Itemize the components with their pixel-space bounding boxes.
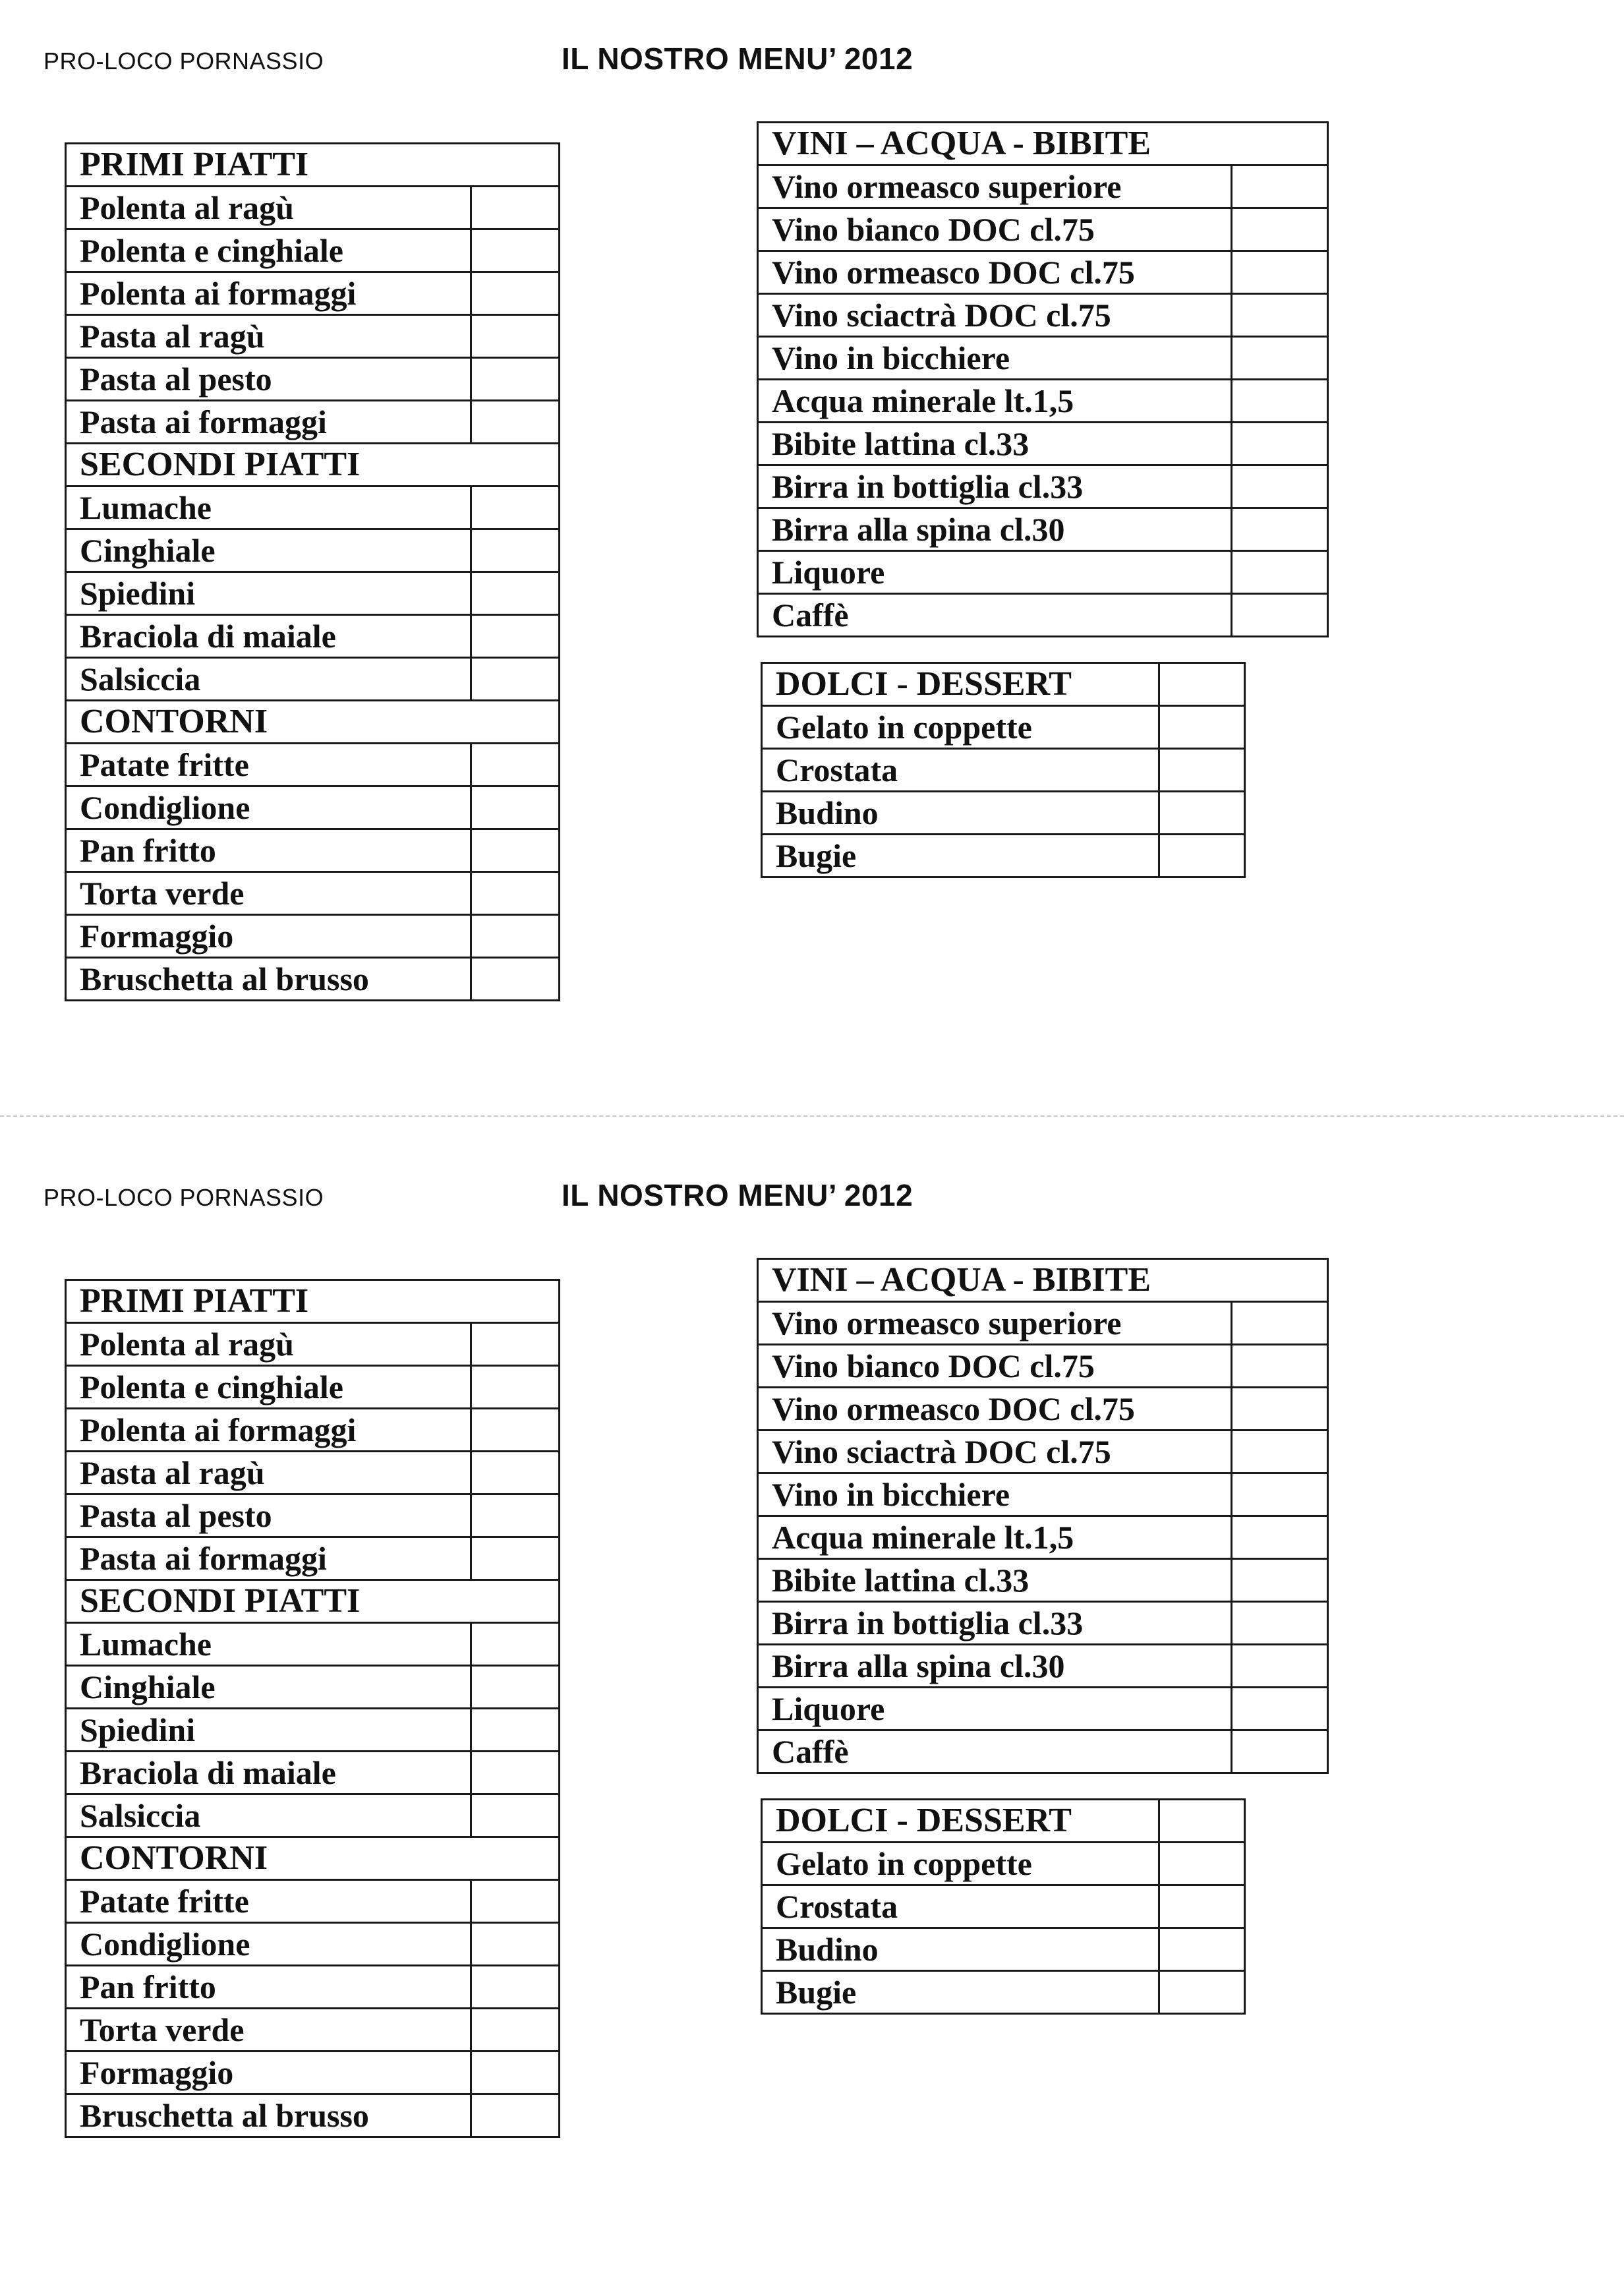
menu-row — [758, 508, 1328, 551]
section-header-row — [66, 1580, 560, 1623]
menu-item-label: Vino ormeasco superiore — [758, 1302, 1232, 1345]
quantity-box[interactable] — [471, 229, 560, 272]
section-header-row — [66, 701, 560, 744]
section-title-secondi-piatti: SECONDI PIATTI — [66, 444, 560, 487]
menu-row — [66, 1494, 560, 1537]
menu-item-label: Formaggio — [66, 2052, 471, 2094]
quantity-box[interactable] — [471, 744, 560, 786]
menu-item-label: Pasta ai formaggi — [66, 1537, 471, 1580]
menu-row — [66, 487, 560, 529]
menu-item-label: Caffè — [758, 594, 1232, 637]
quantity-box[interactable] — [1159, 663, 1245, 706]
menu-row — [758, 251, 1328, 294]
menu-item-label: Patate fritte — [66, 1880, 471, 1923]
quantity-box[interactable] — [1232, 1730, 1328, 1773]
menu-item-label: Pan fritto — [66, 1966, 471, 2009]
quantity-box[interactable] — [1232, 1559, 1328, 1602]
quantity-box[interactable] — [471, 1537, 560, 1580]
menu-row — [66, 1923, 560, 1966]
menu-item-label: Patate fritte — [66, 744, 471, 786]
quantity-box[interactable] — [1159, 1843, 1245, 1885]
menu-item-label: Torta verde — [66, 2009, 471, 2052]
menu-row — [66, 401, 560, 444]
organization-name: PRO-LOCO PORNASSIO — [44, 47, 324, 74]
section-header-row — [758, 1259, 1328, 1302]
menu-row — [762, 1928, 1245, 1971]
menu-item-label: Torta verde — [66, 872, 471, 915]
quantity-box[interactable] — [1159, 792, 1245, 835]
desserts-menu-table — [761, 1798, 1246, 2015]
menu-item-label: Pasta al pesto — [66, 1494, 471, 1537]
quantity-box[interactable] — [1159, 749, 1245, 792]
section-header-row — [66, 1837, 560, 1880]
menu-item-label: Bruschetta al brusso — [66, 2094, 471, 2137]
menu-item-label: Salsiccia — [66, 658, 471, 701]
section-title-contorni: CONTORNI — [66, 1837, 560, 1880]
menu-row — [66, 187, 560, 229]
quantity-box[interactable] — [471, 401, 560, 444]
menu-item-label: Lumache — [66, 487, 471, 529]
menu-row — [758, 1345, 1328, 1388]
menu-row — [758, 465, 1328, 508]
quantity-box[interactable] — [1232, 380, 1328, 423]
quantity-box[interactable] — [1232, 1473, 1328, 1516]
quantity-box[interactable] — [1159, 1928, 1245, 1971]
menu-row — [762, 1843, 1245, 1885]
menu-item-label: Acqua minerale lt.1,5 — [758, 1516, 1232, 1559]
menu-row — [758, 165, 1328, 208]
menu-item-label: Crostata — [762, 749, 1159, 792]
menu-item-label: Spiedini — [66, 1709, 471, 1752]
menu-item-label: Pasta al ragù — [66, 315, 471, 358]
menu-row — [66, 2094, 560, 2137]
menu-row — [758, 1645, 1328, 1688]
menu-item-label: Cinghiale — [66, 529, 471, 572]
quantity-box[interactable] — [1159, 1800, 1245, 1843]
menu-row — [758, 1473, 1328, 1516]
menu-item-label: Condiglione — [66, 1923, 471, 1966]
menu-item-label: Vino bianco DOC cl.75 — [758, 208, 1232, 251]
quantity-box[interactable] — [1159, 835, 1245, 877]
menu-row — [66, 1452, 560, 1494]
menu-title: IL NOSTRO MENU’ 2012 — [562, 1178, 914, 1212]
section-title-secondi-piatti: SECONDI PIATTI — [66, 1580, 560, 1623]
quantity-box[interactable] — [1159, 1885, 1245, 1928]
menu-row — [758, 551, 1328, 594]
quantity-box[interactable] — [1232, 551, 1328, 594]
menu-item-label: Pan fritto — [66, 829, 471, 872]
menu-row — [66, 1709, 560, 1752]
menu-item-label: Pasta al ragù — [66, 1452, 471, 1494]
menu-row — [758, 594, 1328, 637]
organization-name: PRO-LOCO PORNASSIO — [44, 1184, 324, 1211]
menu-item-label: Gelato in coppette — [762, 1843, 1159, 1885]
menu-row — [66, 1666, 560, 1709]
menu-row — [66, 1409, 560, 1452]
quantity-box[interactable] — [471, 2009, 560, 2052]
menu-row — [66, 915, 560, 958]
section-header-row — [758, 123, 1328, 165]
menu-item-label: Acqua minerale lt.1,5 — [758, 380, 1232, 423]
menu-row — [66, 1752, 560, 1794]
menu-item-label: Caffè — [758, 1730, 1232, 1773]
quantity-box[interactable] — [1232, 1431, 1328, 1473]
quantity-box[interactable] — [1232, 1688, 1328, 1730]
menu-row — [66, 2009, 560, 2052]
menu-sheet-top — [0, 0, 1624, 1136]
menu-row — [758, 1688, 1328, 1730]
section-header-row — [66, 1280, 560, 1323]
quantity-box[interactable] — [471, 1452, 560, 1494]
menu-item-label: Birra in bottiglia cl.33 — [758, 465, 1232, 508]
quantity-box[interactable] — [471, 187, 560, 229]
drinks-menu-table — [757, 1258, 1329, 1774]
menu-row — [758, 1559, 1328, 1602]
quantity-box[interactable] — [1232, 594, 1328, 637]
menu-item-label: Braciola di maiale — [66, 615, 471, 658]
menu-row — [758, 208, 1328, 251]
menu-row — [66, 1623, 560, 1666]
menu-item-label: Budino — [762, 1928, 1159, 1971]
menu-row — [66, 272, 560, 315]
menu-row — [758, 380, 1328, 423]
section-title-primi-piatti: PRIMI PIATTI — [66, 144, 560, 187]
menu-item-label: Vino bianco DOC cl.75 — [758, 1345, 1232, 1388]
section-header-row — [66, 144, 560, 187]
menu-title: IL NOSTRO MENU’ 2012 — [562, 42, 914, 76]
menu-item-label: Lumache — [66, 1623, 471, 1666]
menu-item-label: Polenta e cinghiale — [66, 229, 471, 272]
menu-row — [66, 229, 560, 272]
menu-item-label: Formaggio — [66, 915, 471, 958]
section-title-drinks: VINI – ACQUA - BIBITE — [758, 123, 1328, 165]
quantity-box[interactable] — [471, 786, 560, 829]
menu-item-label: Polenta ai formaggi — [66, 1409, 471, 1452]
menu-item-label: Spiedini — [66, 572, 471, 615]
menu-row — [758, 1730, 1328, 1773]
menu-row — [66, 529, 560, 572]
section-header-row — [66, 444, 560, 487]
quantity-box[interactable] — [1232, 337, 1328, 380]
quantity-box[interactable] — [471, 1623, 560, 1666]
menu-item-label: Birra in bottiglia cl.33 — [758, 1602, 1232, 1645]
menu-item-label: Bugie — [762, 1971, 1159, 2014]
menu-item-label: Polenta al ragù — [66, 187, 471, 229]
quantity-box[interactable] — [471, 1966, 560, 2009]
quantity-box[interactable] — [1232, 423, 1328, 465]
quantity-box[interactable] — [471, 1323, 560, 1366]
drinks-menu-table — [757, 121, 1329, 637]
quantity-box[interactable] — [471, 1366, 560, 1409]
section-header-row — [762, 663, 1245, 706]
menu-row — [758, 1431, 1328, 1473]
quantity-box[interactable] — [471, 1923, 560, 1966]
menu-item-label: Gelato in coppette — [762, 706, 1159, 749]
menu-item-label: Bibite lattina cl.33 — [758, 423, 1232, 465]
menu-item-label: Bugie — [762, 835, 1159, 877]
menu-item-label: Crostata — [762, 1885, 1159, 1928]
menu-item-label: Birra alla spina cl.30 — [758, 1645, 1232, 1688]
menu-item-label: Liquore — [758, 1688, 1232, 1730]
quantity-box[interactable] — [471, 1666, 560, 1709]
menu-row — [758, 1602, 1328, 1645]
menu-item-label: Vino sciactrà DOC cl.75 — [758, 294, 1232, 337]
menu-item-label: Pasta ai formaggi — [66, 401, 471, 444]
menu-item-label: Vino sciactrà DOC cl.75 — [758, 1431, 1232, 1473]
quantity-box[interactable] — [471, 1709, 560, 1752]
quantity-box[interactable] — [1159, 706, 1245, 749]
quantity-box[interactable] — [471, 1752, 560, 1794]
section-title-primi-piatti: PRIMI PIATTI — [66, 1280, 560, 1323]
quantity-box[interactable] — [471, 1880, 560, 1923]
quantity-box[interactable] — [471, 1794, 560, 1837]
menu-item-label: Polenta al ragù — [66, 1323, 471, 1366]
quantity-box[interactable] — [1159, 1971, 1245, 2014]
quantity-box[interactable] — [471, 658, 560, 701]
section-title-contorni: CONTORNI — [66, 701, 560, 744]
section-title-desserts: DOLCI - DESSERT — [762, 1800, 1159, 1843]
food-menu-table — [65, 1279, 560, 2138]
cut-line-divider — [0, 1115, 1624, 1117]
menu-row — [762, 1885, 1245, 1928]
menu-row — [762, 835, 1245, 877]
menu-row — [66, 615, 560, 658]
menu-row — [66, 315, 560, 358]
menu-item-label: Budino — [762, 792, 1159, 835]
menu-sheet-bottom — [0, 1136, 1624, 2273]
menu-item-label: Salsiccia — [66, 1794, 471, 1837]
menu-row — [66, 2052, 560, 2094]
quantity-box[interactable] — [471, 315, 560, 358]
quantity-box[interactable] — [471, 2094, 560, 2137]
menu-item-label: Vino in bicchiere — [758, 337, 1232, 380]
menu-row — [66, 744, 560, 786]
quantity-box[interactable] — [1232, 508, 1328, 551]
desserts-menu-table — [761, 662, 1246, 878]
menu-row — [758, 1516, 1328, 1559]
quantity-box[interactable] — [471, 1494, 560, 1537]
menu-row — [66, 958, 560, 1001]
quantity-box[interactable] — [471, 872, 560, 915]
menu-row — [66, 1880, 560, 1923]
quantity-box[interactable] — [1232, 251, 1328, 294]
quantity-box[interactable] — [471, 487, 560, 529]
section-title-drinks: VINI – ACQUA - BIBITE — [758, 1259, 1328, 1302]
menu-row — [758, 337, 1328, 380]
menu-row — [66, 872, 560, 915]
quantity-box[interactable] — [1232, 294, 1328, 337]
quantity-box[interactable] — [471, 2052, 560, 2094]
menu-row — [66, 572, 560, 615]
menu-item-label: Vino in bicchiere — [758, 1473, 1232, 1516]
menu-row — [762, 792, 1245, 835]
quantity-box[interactable] — [471, 572, 560, 615]
menu-item-label: Braciola di maiale — [66, 1752, 471, 1794]
quantity-box[interactable] — [471, 615, 560, 658]
quantity-box[interactable] — [471, 529, 560, 572]
menu-item-label: Polenta e cinghiale — [66, 1366, 471, 1409]
menu-row — [66, 786, 560, 829]
menu-row — [66, 1966, 560, 2009]
menu-item-label: Cinghiale — [66, 1666, 471, 1709]
menu-row — [762, 749, 1245, 792]
quantity-box[interactable] — [1232, 165, 1328, 208]
section-header-row — [762, 1800, 1245, 1843]
menu-item-label: Pasta al pesto — [66, 358, 471, 401]
menu-row — [758, 1302, 1328, 1345]
quantity-box[interactable] — [471, 958, 560, 1001]
quantity-box[interactable] — [1232, 1388, 1328, 1431]
menu-row — [66, 1366, 560, 1409]
menu-row — [66, 1537, 560, 1580]
quantity-box[interactable] — [1232, 208, 1328, 251]
menu-row — [762, 706, 1245, 749]
menu-row — [66, 1323, 560, 1366]
menu-row — [66, 829, 560, 872]
section-title-desserts: DOLCI - DESSERT — [762, 663, 1159, 706]
menu-item-label: Vino ormeasco superiore — [758, 165, 1232, 208]
menu-row — [758, 423, 1328, 465]
menu-row — [758, 294, 1328, 337]
menu-item-label: Bruschetta al brusso — [66, 958, 471, 1001]
quantity-box[interactable] — [1232, 1345, 1328, 1388]
menu-item-label: Vino ormeasco DOC cl.75 — [758, 1388, 1232, 1431]
menu-item-label: Condiglione — [66, 786, 471, 829]
quantity-box[interactable] — [1232, 1516, 1328, 1559]
menu-row — [762, 1971, 1245, 2014]
menu-item-label: Polenta ai formaggi — [66, 272, 471, 315]
quantity-box[interactable] — [471, 1409, 560, 1452]
menu-row — [66, 658, 560, 701]
menu-item-label: Bibite lattina cl.33 — [758, 1559, 1232, 1602]
menu-row — [66, 358, 560, 401]
menu-item-label: Birra alla spina cl.30 — [758, 508, 1232, 551]
quantity-box[interactable] — [1232, 1645, 1328, 1688]
menu-row — [758, 1388, 1328, 1431]
food-menu-table — [65, 142, 560, 1001]
quantity-box[interactable] — [1232, 465, 1328, 508]
quantity-box[interactable] — [1232, 1302, 1328, 1345]
quantity-box[interactable] — [471, 915, 560, 958]
quantity-box[interactable] — [471, 272, 560, 315]
quantity-box[interactable] — [471, 829, 560, 872]
menu-row — [66, 1794, 560, 1837]
menu-item-label: Vino ormeasco DOC cl.75 — [758, 251, 1232, 294]
quantity-box[interactable] — [1232, 1602, 1328, 1645]
menu-item-label: Liquore — [758, 551, 1232, 594]
quantity-box[interactable] — [471, 358, 560, 401]
